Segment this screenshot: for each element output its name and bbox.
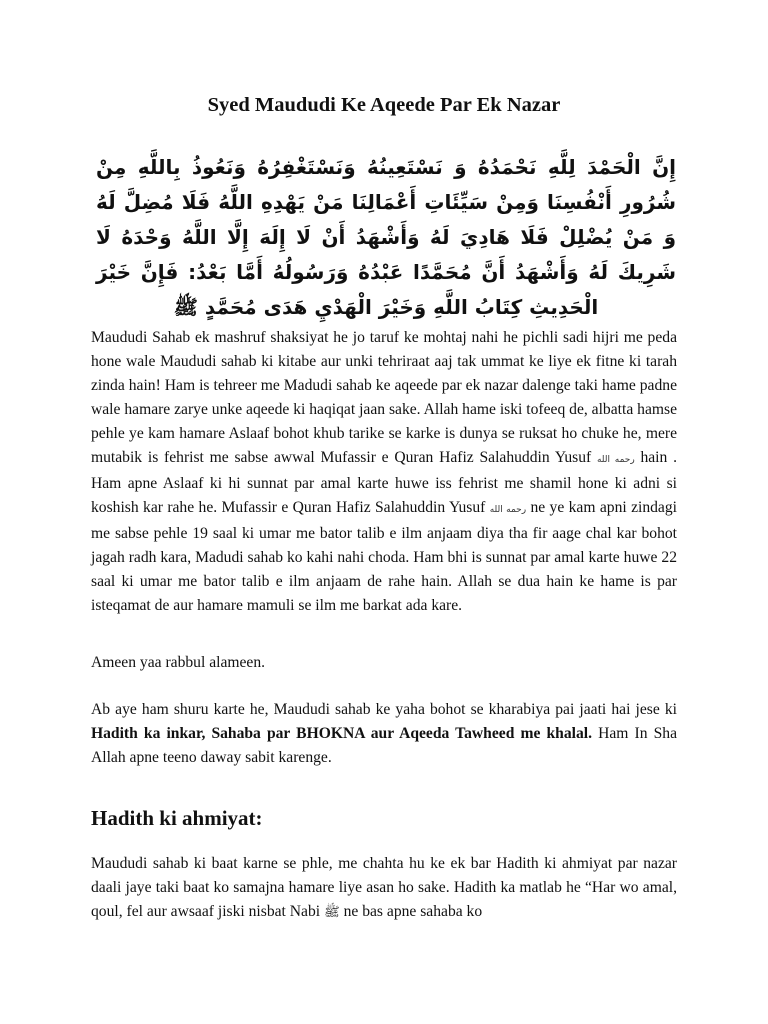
intro-text-2: hain . Ham apne Aslaaf ki hi sunnat par amal karte huwe iss fehrist me shamil hone ki adni si koshish kar rahe he. Mufassir e Quran Hafiz Salahuddin Yusuf — [91, 449, 677, 516]
intro-text-1: Maududi Sahab ek mashruf shaksiyat he jo taruf ke mohtaj nahi he pichli sadi hijri me peda hone wale Maududi sahab ki kitabe aur unki tehriraat aaj tak ummat ke liye ek fitne ki tarah zinda hain! Ham is tehreer me Madudi sahab ke aqeede par ek nazar dalenge taki hame padne wale hamare zarye unke aqeede ki haqiqat jaan sake. Allah hame iski tofeeq de, albatta hamse pehle ye kam hamare Aslaaf bohot khub tarike se karke is dunya se ruksat ho chuke he, mere mutabik is fehrist me sabse awwal Mufassir e Quran Hafiz Salahuddin Yusuf — [91, 329, 677, 466]
salutation-symbol: ﷺ — [323, 905, 340, 920]
intro-text-3: ne ye kam apni zindagi me sabse pehle 19 saal ki umar me bator talib e ilm anjaam diya tha fir aage chal kar bohot jagah radh kara, Madudi sahab ko kahi nahi choda. Ham bhi is sunnat par amal karte huwe 22 saal ki umar me bator talib e ilm anjaam de rahe hain. Allah se dua hain ke hame is par isteqamat de aur hamare mamuli se ilm me barkat ada kare. — [91, 499, 677, 614]
ameen-line: Ameen yaa rabbul alameen. — [91, 654, 266, 671]
honorific-2: رحمه الله — [489, 505, 527, 515]
claims-bold: Hadith ka inkar, Sahaba par BHOKNA aur Aqeeda Tawheed me khalal. — [91, 725, 592, 742]
hadith-text-2: ne bas apne sahaba ko — [339, 903, 483, 920]
intro-paragraph — [91, 326, 677, 618]
document-title: Syed Maududi Ke Aqeede Par Ek Nazar — [207, 94, 561, 116]
honorific-1: رحمه الله — [596, 455, 635, 465]
claims-paragraph — [91, 698, 677, 770]
claims-lead: Ab aye ham shuru karte he, Maududi sahab ke yaha bohot se kharabiya pai jaati hai jese ki — [91, 701, 677, 718]
claims-tail: Ham In Sha Allah apne teeno daway sabit karenge. — [91, 725, 678, 766]
hadith-text-1: Maududi sahab ki baat karne se phle, me chahta hu ke ek bar Hadith ki ahmiyat par nazar daali jaye taki baat ko samajna hamare liye asan ho sake. Hadith ka matlab he “Har wo amal, qoul, fel aur awsaaf jiski nisbat Nabi — [91, 855, 677, 920]
hadith-paragraph — [91, 852, 677, 925]
section-heading: Hadith ki ahmiyat: — [91, 806, 263, 830]
arabic-khutbah: إِنَّ الْحَمْدَ لِلَّهِ نَحْمَدُهُ وَ نَسْتَعِينُهُ وَنَسْتَغْفِرُهُ وَنَعُوذُ بِاللَّهِ مِنْ شُرُورِ أَنْفُسِنَا وَمِنْ سَيِّئَاتِ أَعْمَالِنَا مَنْ يَهْدِهِ اللَّهُ فَلَا مُضِلَّ لَهُ وَ مَنْ يُضْلِلْ فَلَا هَادِيَ لَهُ وَأَشْهَدُ أَنْ لَا إِلَهَ إِلَّا اللَّهُ وَحْدَهُ لَا شَرِيكَ لَهُ وَأَشْهَدُ أَنَّ مُحَمَّدًا عَبْدُهُ وَرَسُولُهُ أَمَّا بَعْدُ: فَإِنَّ خَيْرَ الْحَدِيثِ كِتَابُ اللَّهِ وَخَيْرَ الْهَدْيِ هَدَى مُحَمَّدٍ ﷺ — [96, 155, 676, 319]
